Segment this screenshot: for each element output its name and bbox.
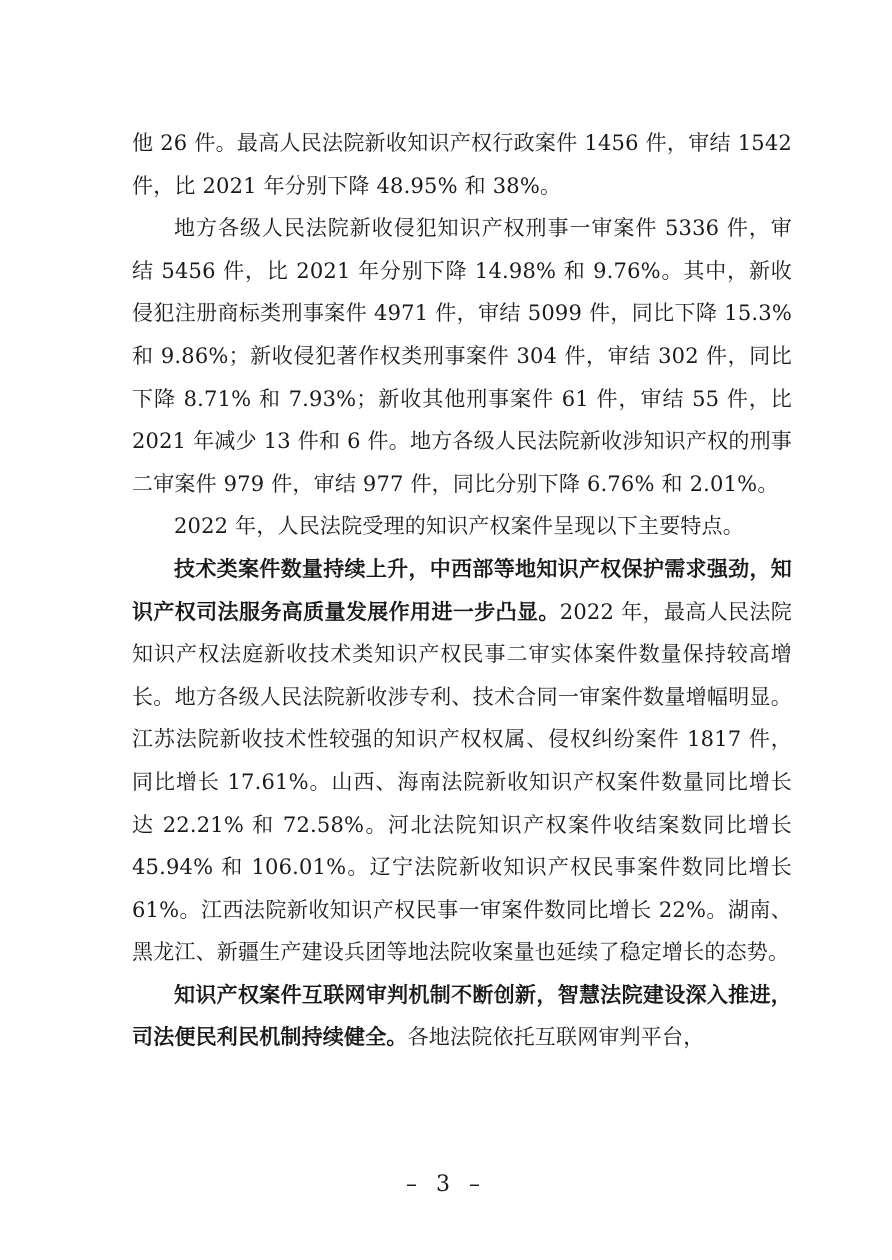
paragraph-1: [132, 122, 792, 207]
document-body: [132, 122, 792, 1059]
paragraph-4: [132, 548, 792, 974]
page-number: – 3 –: [406, 1172, 486, 1197]
paragraph-4-bold-lead: 技术类案件数量持续上升，中西部等地知识产权保护需求强劲，知识产权司法服务高质量发展作用进一步凸显。: [132, 556, 792, 624]
paragraph-3-text: 2022 年，人民法院受理的知识产权案件呈现以下主要特点。: [174, 514, 744, 539]
paragraph-3: [132, 505, 792, 548]
paragraph-1-text: 他 26 件。最高人民法院新收知识产权行政案件 1456 件，审结 1542 件，比 2021 年分别下降 48.95% 和 38%。: [132, 131, 792, 198]
paragraph-5-text: 各地法院依托互联网审判平台，: [407, 1025, 705, 1050]
paragraph-4-text: 2022 年，最高人民法院知识产权法庭新收技术类知识产权民事二审实体案件数量保持较高增长。地方各级人民法院新收涉专利、技术合同一审案件数量增幅明显。江苏法院新收技术性较强的知识产权权属、侵权纠纷案件 1817 件，同比增长 17.61%。山西、海南法院新收知识产权案件数量同比增长达 22.21% 和 72.58%。河北法院知识产权案件收结案数同比增长 45.94% 和 106.01%。辽宁法院新收知识产权民事案件数同比增长 61%。江西法院新收知识产权民事一审案件数同比增长 22%。湖南、黑龙江、新疆生产建设兵团等地法院收案量也延续了稳定增长的态势。: [132, 599, 793, 965]
paragraph-5-bold-lead: 知识产权案件互联网审判机制不断创新，智慧法院建设深入推进，司法便民利民机制持续健全。: [132, 982, 792, 1050]
paragraph-2-text: 地方各级人民法院新收侵犯知识产权刑事一审案件 5336 件，审结 5456 件，比 2021 年分别下降 14.98% 和 9.76%。其中，新收侵犯注册商标类刑事案件 4971 件，审结 5099 件，同比下降 15.3% 和 9.86%；新收侵犯著作权类刑事案件 304 件，审结 302 件，同比下降 8.71% 和 7.93%；新收其他刑事案件 61 件，审结 55 件，比 2021 年减少 13 件和 6 件。地方各级人民法院新收涉知识产权的刑事二审案件 979 件，审结 977 件，同比分别下降 6.76% 和 2.01%。: [132, 216, 792, 496]
paragraph-2: [132, 207, 792, 505]
paragraph-5: [132, 974, 792, 1059]
